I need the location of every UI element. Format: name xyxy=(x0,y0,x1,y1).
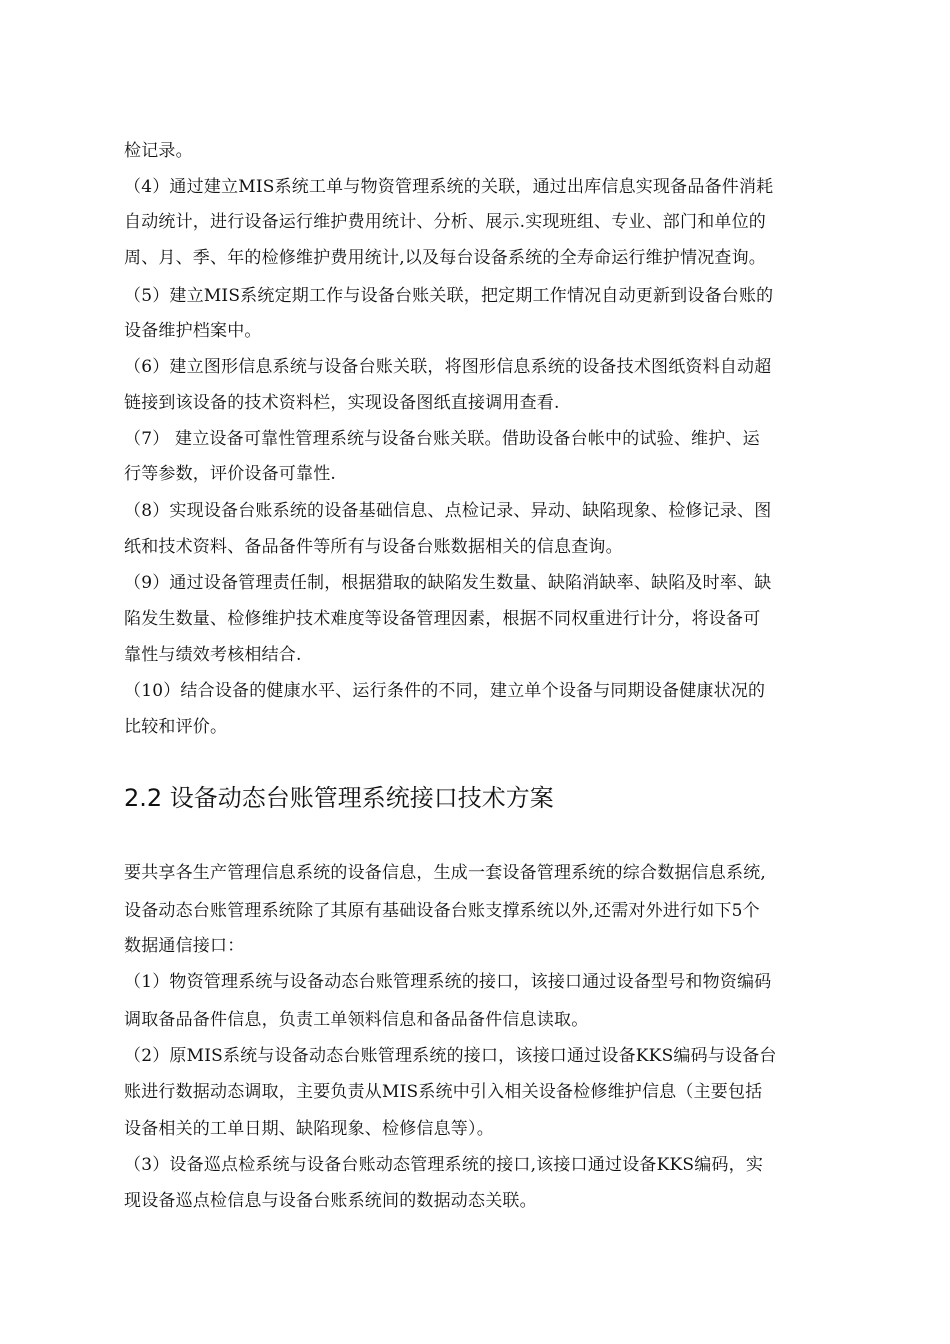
text-line: 账进行数据动态调取，主要负责从MIS系统中引入相关设备检修维护信息（主要包括 xyxy=(124,1082,763,1102)
text-line: 自动统计，进行设备运行维护费用统计、分析、展示.实现班组、专业、部门和单位的 xyxy=(124,212,767,232)
text-line: 链接到该设备的技术资料栏，实现设备图纸直接调用查看. xyxy=(124,393,560,413)
text-line: 现设备巡点检信息与设备台账系统间的数据动态关联。 xyxy=(124,1191,537,1211)
text-line: 要共享各生产管理信息系统的设备信息，生成一套设备管理系统的综合数据信息系统, xyxy=(124,863,767,883)
text-line: （2）原MIS系统与设备动态台账管理系统的接口，该接口通过设备KKS编码与设备台 xyxy=(124,1046,777,1066)
text-line: 调取备品备件信息，负责工单领料信息和备品备件信息读取。 xyxy=(124,1010,589,1030)
text-line: （8）实现设备台账系统的设备基础信息、点检记录、异动、缺陷现象、检修记录、图 xyxy=(124,501,772,521)
text-line: （4）通过建立MIS系统工单与物资管理系统的关联，通过出库信息实现备品备件消耗 xyxy=(124,177,774,197)
text-line: 设备相关的工单日期、缺陷现象、检修信息等）。 xyxy=(124,1119,494,1139)
text-line: 设备动态台账管理系统除了其原有基础设备台账支撑系统以外,还需对外进行如下5个 xyxy=(124,901,760,921)
text-line: （10）结合设备的健康水平、运行条件的不同，建立单个设备与同期设备健康状况的 xyxy=(124,681,766,701)
text-line: 设备维护档案中。 xyxy=(124,321,262,341)
text-line: 检记录。 xyxy=(124,141,193,161)
text-line: 纸和技术资料、备品备件等所有与设备台账数据相关的信息查询。 xyxy=(124,537,623,557)
text-line: 比较和评价。 xyxy=(124,717,228,737)
section-heading: 2.2 设备动态台账管理系统接口技术方案 xyxy=(124,784,554,812)
text-line: 周、月、季、年的检修维护费用统计,以及每台设备系统的全寿命运行维护情况查询。 xyxy=(124,248,767,268)
text-line: 行等参数，评价设备可靠性. xyxy=(124,464,337,484)
text-line: （1）物资管理系统与设备动态台账管理系统的接口，该接口通过设备型号和物资编码 xyxy=(124,972,772,992)
text-line: 陷发生数量、检修维护技术难度等设备管理因素，根据不同权重进行计分，将设备可 xyxy=(124,609,761,629)
text-line: （9）通过设备管理责任制，根据猎取的缺陷发生数量、缺陷消缺率、缺陷及时率、缺 xyxy=(124,573,772,593)
text-line: （7） 建立设备可靠性管理系统与设备台账关联。借助设备台帐中的试验、维护、运 xyxy=(124,429,760,449)
text-line: 靠性与绩效考核相结合. xyxy=(124,645,302,665)
text-line: 数据通信接口： xyxy=(124,936,245,956)
text-line: （3）设备巡点检系统与设备台账动态管理系统的接口,该接口通过设备KKS编码，实 xyxy=(124,1155,764,1175)
text-line: （6）建立图形信息系统与设备台账关联，将图形信息系统的设备技术图纸资料自动超 xyxy=(124,357,772,377)
text-line: （5）建立MIS系统定期工作与设备台账关联，把定期工作情况自动更新到设备台账的 xyxy=(124,286,774,306)
